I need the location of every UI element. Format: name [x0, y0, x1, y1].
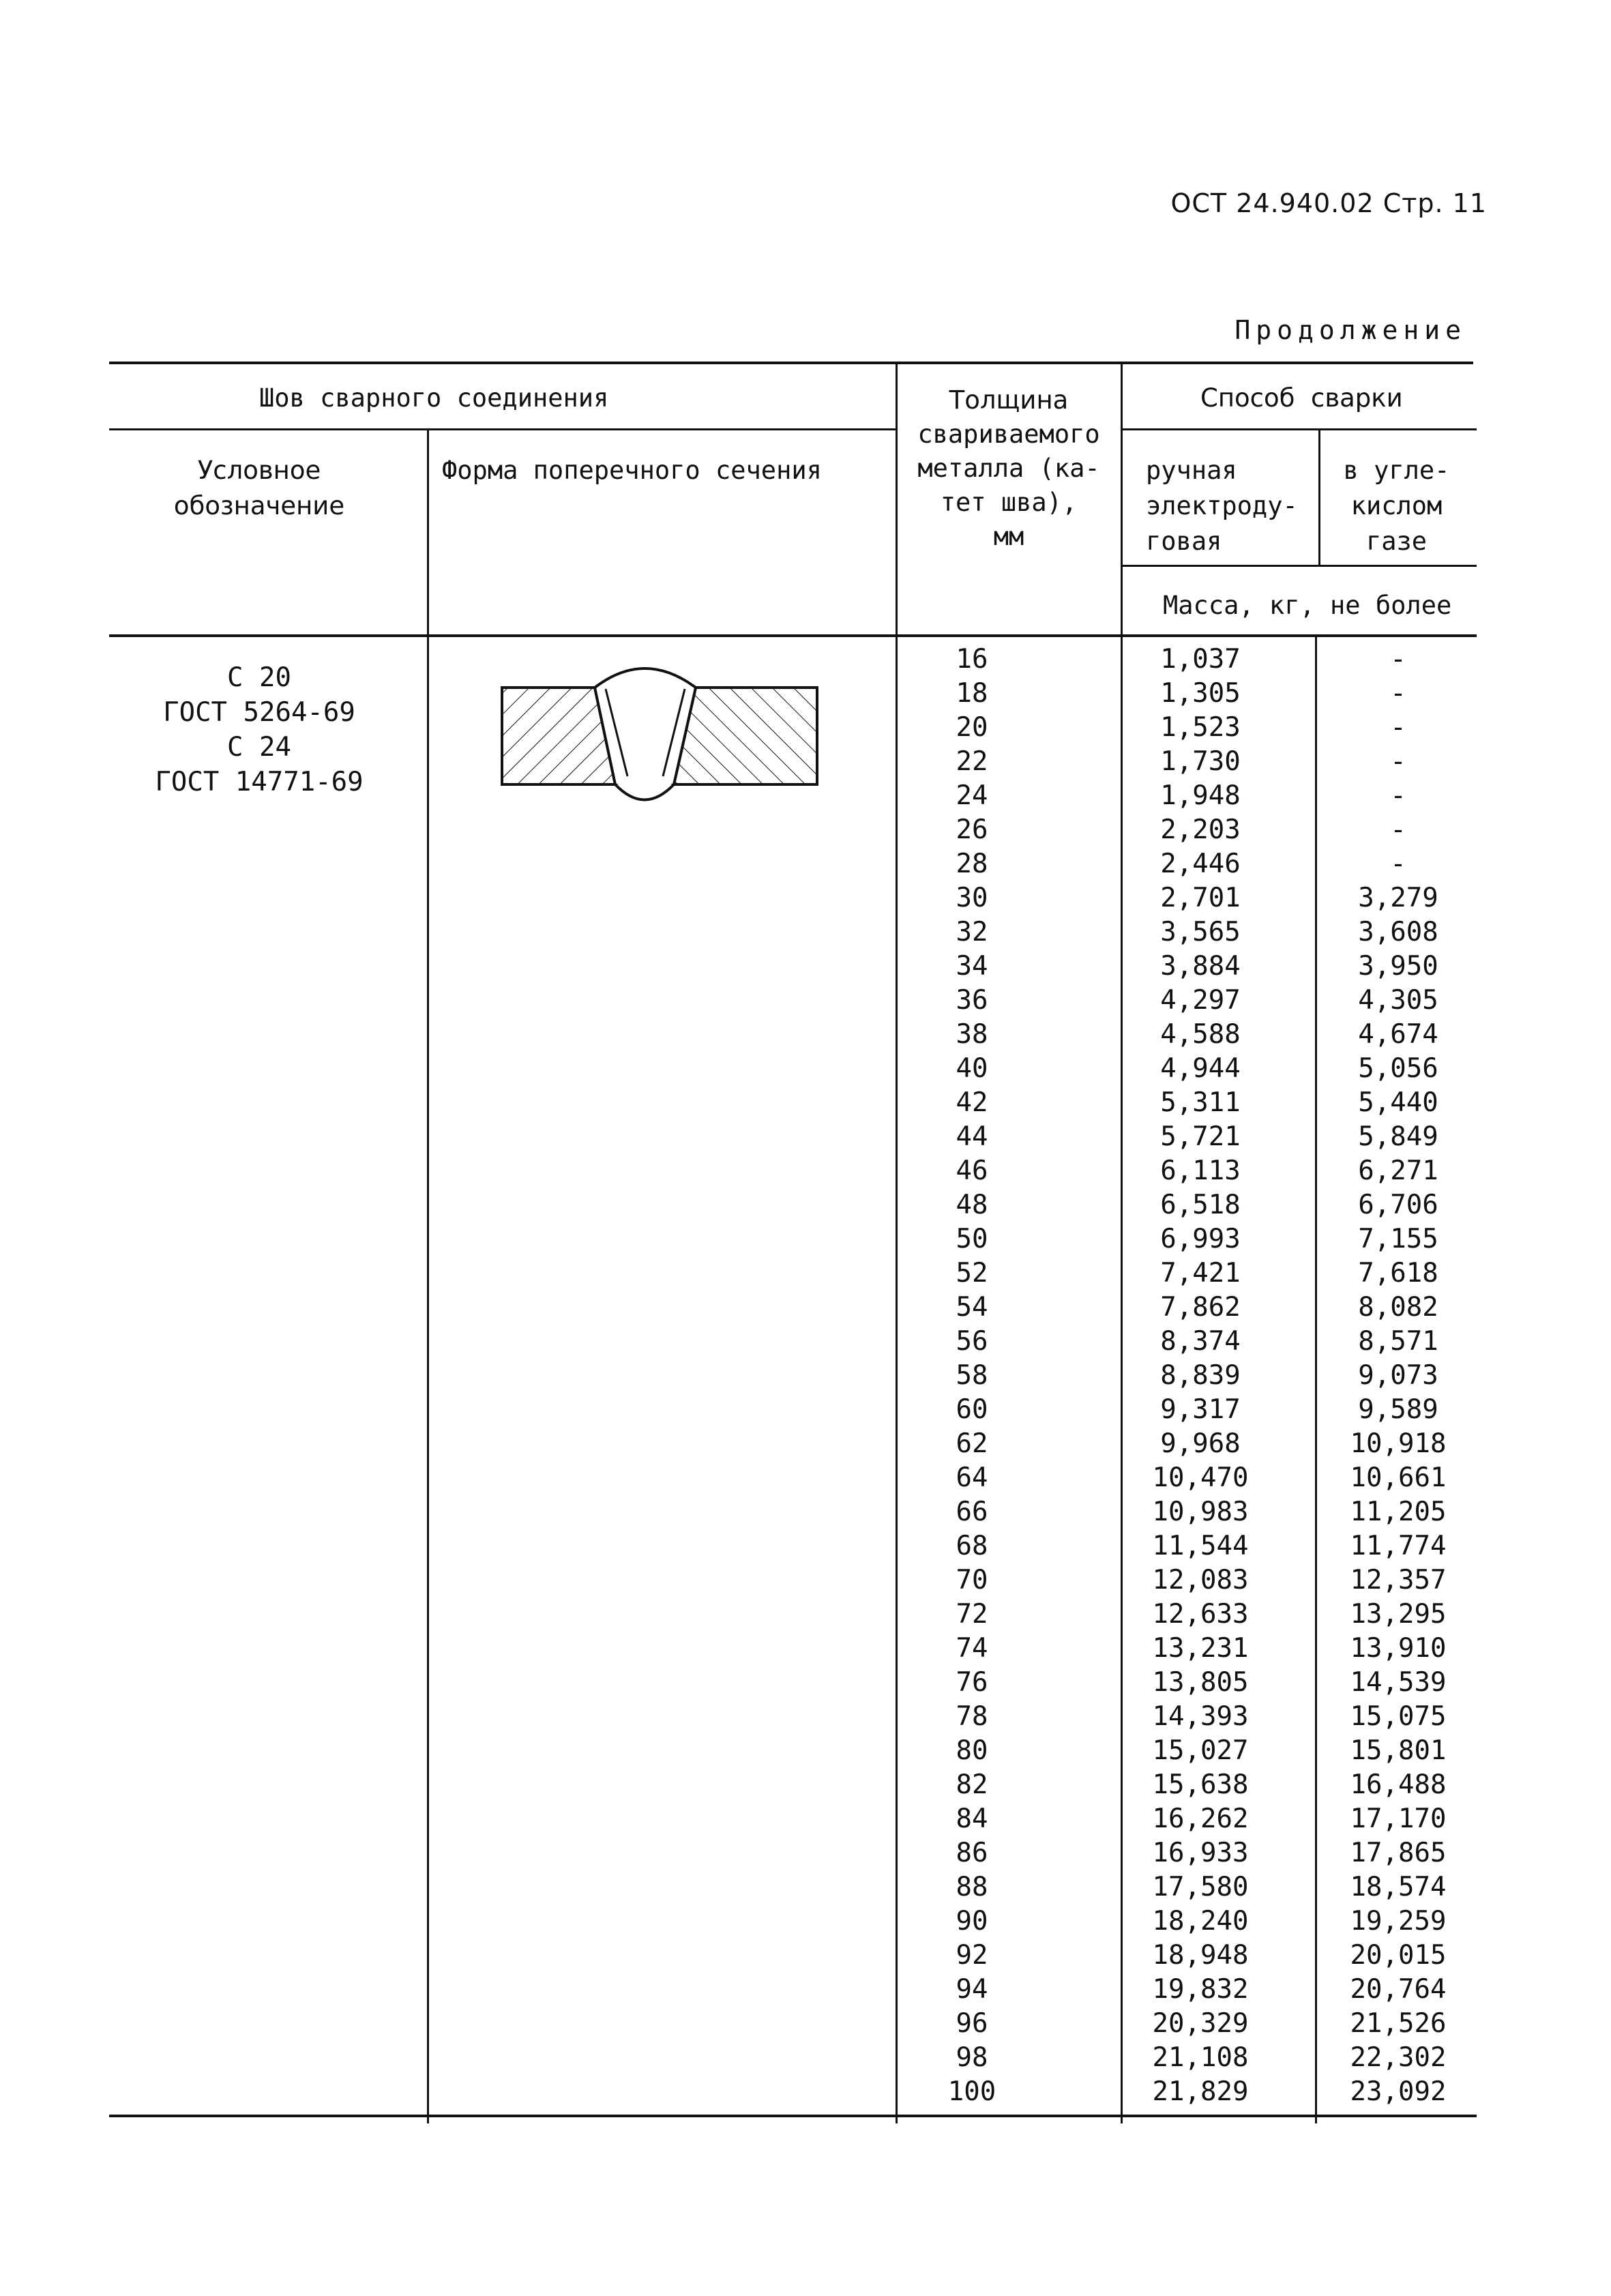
- header-manual: [1146, 453, 1298, 559]
- table-row: [0, 1870, 1611, 1904]
- co2-mass-cell: 20,015: [1350, 1940, 1447, 1971]
- col-divider-4: [1318, 428, 1320, 565]
- table-row: [0, 779, 1611, 813]
- co2-mass-cell: 6,706: [1358, 1190, 1438, 1220]
- designation-line: ГОСТ 5264-69: [163, 697, 355, 728]
- manual-mass-cell: 8,374: [1160, 1326, 1241, 1357]
- table-row: [0, 1018, 1611, 1052]
- manual-mass-cell: 20,329: [1152, 2008, 1249, 2039]
- thickness-cell: 40: [956, 1053, 988, 1084]
- continuation-label: Продолжение: [1235, 315, 1466, 345]
- thickness-cell: 76: [956, 1667, 988, 1698]
- table-row: [0, 1802, 1611, 1836]
- table-row: [0, 2041, 1611, 2075]
- manual-mass-cell: 9,968: [1160, 1428, 1241, 1459]
- co2-mass-cell: 9,073: [1358, 1360, 1438, 1391]
- co2-mass-cell: 15,801: [1350, 1735, 1447, 1766]
- thickness-cell: 80: [956, 1735, 988, 1766]
- thickness-cell: 84: [956, 1804, 988, 1834]
- header-method: Способ сварки: [1200, 383, 1403, 413]
- table-row: [0, 1904, 1611, 1939]
- thickness-cell: 24: [956, 780, 988, 811]
- thickness-cell: 16: [956, 644, 988, 675]
- manual-mass-cell: 13,231: [1152, 1633, 1249, 1664]
- table-row: [0, 1222, 1611, 1256]
- co2-mass-cell: -: [1390, 814, 1406, 845]
- co2-mass-cell: 7,155: [1358, 1224, 1438, 1254]
- thickness-cell: 56: [956, 1326, 988, 1357]
- thickness-cell: 74: [956, 1633, 988, 1664]
- table-row: [0, 1393, 1611, 1427]
- header-manual-line: ручная: [1146, 456, 1237, 485]
- co2-mass-cell: 10,918: [1350, 1428, 1447, 1459]
- header-thickness-line: Толщина: [949, 385, 1069, 415]
- thickness-cell: 64: [956, 1462, 988, 1493]
- manual-mass-cell: 18,240: [1152, 1906, 1249, 1937]
- header-co2-line: газе: [1365, 527, 1428, 556]
- manual-mass-cell: 2,446: [1160, 849, 1241, 879]
- thickness-cell: 38: [956, 1019, 988, 1050]
- co2-mass-cell: -: [1390, 849, 1406, 879]
- table-row: [0, 984, 1611, 1018]
- designation-line: С 24: [227, 732, 291, 763]
- manual-mass-cell: 6,113: [1160, 1156, 1241, 1186]
- co2-mass-cell: 4,674: [1358, 1019, 1438, 1050]
- header-bottom-rule: [109, 634, 1477, 637]
- co2-mass-cell: -: [1390, 780, 1406, 811]
- manual-mass-cell: 21,829: [1152, 2076, 1249, 2107]
- table-row: [0, 1529, 1611, 1563]
- table-row: [0, 1461, 1611, 1495]
- header-co2-line: в угле-: [1343, 456, 1450, 485]
- manual-mass-cell: 10,983: [1152, 1497, 1249, 1527]
- thickness-cell: 62: [956, 1428, 988, 1459]
- co2-mass-cell: 3,279: [1358, 883, 1438, 913]
- thickness-cell: 90: [956, 1906, 988, 1937]
- table-row: [0, 1325, 1611, 1359]
- co2-mass-cell: 19,259: [1350, 1906, 1447, 1937]
- co2-mass-cell: 9,589: [1358, 1394, 1438, 1425]
- manual-mass-cell: 21,108: [1152, 2042, 1249, 2073]
- table-row: [0, 813, 1611, 847]
- thickness-cell: 20: [956, 712, 988, 743]
- manual-mass-cell: 8,839: [1160, 1360, 1241, 1391]
- header-designation-line: обозначение: [173, 491, 345, 520]
- table-row: [0, 1291, 1611, 1325]
- manual-mass-cell: 4,297: [1160, 985, 1241, 1016]
- co2-mass-cell: -: [1390, 678, 1406, 709]
- co2-mass-cell: 13,910: [1350, 1633, 1447, 1664]
- thickness-cell: 70: [956, 1565, 988, 1595]
- manual-mass-cell: 18,948: [1152, 1940, 1249, 1971]
- thickness-cell: 32: [956, 917, 988, 947]
- co2-mass-cell: 17,170: [1350, 1804, 1447, 1834]
- thickness-cell: 22: [956, 746, 988, 777]
- manual-mass-cell: 15,027: [1152, 1735, 1249, 1766]
- table-top-rule: [109, 362, 1473, 364]
- table-row: [0, 1563, 1611, 1598]
- header-manual-line: электроду-: [1146, 491, 1298, 520]
- header-designation-line: Условное: [197, 456, 321, 485]
- thickness-cell: 30: [956, 883, 988, 913]
- manual-mass-cell: 5,311: [1160, 1087, 1241, 1118]
- co2-mass-cell: 20,764: [1350, 1974, 1447, 2005]
- header-thickness-line: тет шва),: [940, 488, 1078, 517]
- table-row: [0, 1120, 1611, 1154]
- table-row: [0, 1939, 1611, 1973]
- manual-mass-cell: 10,470: [1152, 1462, 1249, 1493]
- header-thickness-line: металла (ка-: [917, 454, 1100, 483]
- table-row: [0, 1598, 1611, 1632]
- header-thickness-line: мм: [993, 522, 1024, 551]
- table-row: [0, 1734, 1611, 1768]
- thickness-cell: 52: [956, 1258, 988, 1289]
- co2-mass-cell: 11,205: [1350, 1497, 1447, 1527]
- manual-mass-cell: 7,421: [1160, 1258, 1241, 1289]
- manual-mass-cell: 16,262: [1152, 1804, 1249, 1834]
- co2-mass-cell: 14,539: [1350, 1667, 1447, 1698]
- thickness-cell: 68: [956, 1531, 988, 1561]
- manual-mass-cell: 1,948: [1160, 780, 1241, 811]
- table-row: [0, 711, 1611, 745]
- table-row: [0, 643, 1611, 677]
- table-row: [0, 2007, 1611, 2041]
- manual-mass-cell: 6,518: [1160, 1190, 1241, 1220]
- co2-mass-cell: 11,774: [1350, 1531, 1447, 1561]
- manual-mass-cell: 4,588: [1160, 1019, 1241, 1050]
- table-row: [0, 1188, 1611, 1222]
- thickness-cell: 58: [956, 1360, 988, 1391]
- manual-mass-cell: 4,944: [1160, 1053, 1241, 1084]
- co2-mass-cell: 8,571: [1358, 1326, 1438, 1357]
- designation-line: ГОСТ 14771-69: [155, 767, 364, 797]
- table-row: [0, 881, 1611, 915]
- table-row: [0, 1768, 1611, 1802]
- manual-mass-cell: 13,805: [1152, 1667, 1249, 1698]
- table-row: [0, 1359, 1611, 1393]
- manual-mass-cell: 15,638: [1152, 1769, 1249, 1800]
- thickness-cell: 46: [956, 1156, 988, 1186]
- manual-mass-cell: 2,701: [1160, 883, 1241, 913]
- co2-mass-cell: 17,865: [1350, 1838, 1447, 1868]
- co2-mass-cell: 12,357: [1350, 1565, 1447, 1595]
- thickness-cell: 18: [956, 678, 988, 709]
- co2-mass-cell: 23,092: [1350, 2076, 1447, 2107]
- header-thickness: [899, 383, 1119, 554]
- manual-mass-cell: 16,933: [1152, 1838, 1249, 1868]
- table-row: [0, 677, 1611, 711]
- co2-mass-cell: 15,075: [1350, 1701, 1447, 1732]
- table-row: [0, 1666, 1611, 1700]
- table-row: [0, 1427, 1611, 1461]
- co2-mass-cell: -: [1390, 746, 1406, 777]
- thickness-cell: 92: [956, 1940, 988, 1971]
- thickness-cell: 88: [956, 1872, 988, 1902]
- manual-mass-cell: 12,633: [1152, 1599, 1249, 1630]
- header-thickness-line: свариваемого: [917, 420, 1100, 449]
- header-co2: [1323, 453, 1470, 559]
- co2-mass-cell: 10,661: [1350, 1462, 1447, 1493]
- manual-mass-cell: 2,203: [1160, 814, 1241, 845]
- thickness-cell: 48: [956, 1190, 988, 1220]
- co2-mass-cell: 21,526: [1350, 2008, 1447, 2039]
- co2-mass-cell: 22,302: [1350, 2042, 1447, 2073]
- co2-mass-cell: 7,618: [1358, 1258, 1438, 1289]
- table-row: [0, 1700, 1611, 1734]
- manual-mass-cell: 9,317: [1160, 1394, 1241, 1425]
- manual-mass-cell: 11,544: [1152, 1531, 1249, 1561]
- table-row: [0, 1836, 1611, 1870]
- co2-mass-cell: 5,849: [1358, 1121, 1438, 1152]
- table-row: [0, 2075, 1611, 2109]
- co2-mass-cell: 6,271: [1358, 1156, 1438, 1186]
- manual-mass-cell: 6,993: [1160, 1224, 1241, 1254]
- thickness-cell: 66: [956, 1497, 988, 1527]
- table-row: [0, 1632, 1611, 1666]
- table-row: [0, 745, 1611, 779]
- thickness-cell: 50: [956, 1224, 988, 1254]
- manual-mass-cell: 1,305: [1160, 678, 1241, 709]
- thickness-cell: 42: [956, 1087, 988, 1118]
- thickness-cell: 96: [956, 2008, 988, 2039]
- thickness-cell: 36: [956, 985, 988, 1016]
- thickness-cell: 26: [956, 814, 988, 845]
- table-row: [0, 1154, 1611, 1188]
- method-subheader-rule: [1122, 428, 1477, 430]
- thickness-cell: 28: [956, 849, 988, 879]
- co2-mass-cell: 3,950: [1358, 951, 1438, 982]
- co2-mass-cell: 8,082: [1358, 1292, 1438, 1323]
- thickness-cell: 94: [956, 1974, 988, 2005]
- header-manual-line: говая: [1146, 527, 1222, 556]
- manual-mass-cell: 17,580: [1152, 1872, 1249, 1902]
- table-row: [0, 915, 1611, 950]
- table-row: [0, 950, 1611, 984]
- table-bottom-rule: [109, 2115, 1477, 2117]
- header-seam: Шов сварного соединения: [259, 383, 609, 413]
- manual-mass-cell: 12,083: [1152, 1565, 1249, 1595]
- co2-mass-cell: -: [1390, 712, 1406, 743]
- thickness-cell: 54: [956, 1292, 988, 1323]
- thickness-cell: 44: [956, 1121, 988, 1152]
- co2-mass-cell: 5,440: [1358, 1087, 1438, 1118]
- mass-rule: [1122, 565, 1477, 567]
- table-row: [0, 1086, 1611, 1120]
- designation-line: С 20: [227, 662, 291, 693]
- manual-mass-cell: 14,393: [1152, 1701, 1249, 1732]
- manual-mass-cell: 19,832: [1152, 1974, 1249, 2005]
- table-row: [0, 1973, 1611, 2007]
- table-row: [0, 1052, 1611, 1086]
- header-mass: Масса, кг, не более: [1163, 591, 1452, 620]
- table-row: [0, 847, 1611, 881]
- manual-mass-cell: 1,730: [1160, 746, 1241, 777]
- thickness-cell: 82: [956, 1769, 988, 1800]
- co2-mass-cell: 18,574: [1350, 1872, 1447, 1902]
- header-designation: [123, 453, 396, 524]
- co2-mass-cell: 5,056: [1358, 1053, 1438, 1084]
- thickness-cell: 78: [956, 1701, 988, 1732]
- thickness-cell: 86: [956, 1838, 988, 1868]
- table-row: [0, 1256, 1611, 1291]
- manual-mass-cell: 1,523: [1160, 712, 1241, 743]
- co2-mass-cell: 16,488: [1350, 1769, 1447, 1800]
- manual-mass-cell: 1,037: [1160, 644, 1241, 675]
- co2-mass-cell: -: [1390, 644, 1406, 675]
- thickness-cell: 60: [956, 1394, 988, 1425]
- header-cross-section: Форма поперечного сечения: [442, 456, 822, 485]
- manual-mass-cell: 3,565: [1160, 917, 1241, 947]
- manual-mass-cell: 7,862: [1160, 1292, 1241, 1323]
- thickness-cell: 100: [947, 2076, 996, 2107]
- header-co2-line: кислом: [1350, 491, 1443, 520]
- document-header: ОСТ 24.940.02 Стр. 11: [1170, 188, 1487, 218]
- co2-mass-cell: 13,295: [1350, 1599, 1447, 1630]
- seam-subheader-rule: [109, 428, 897, 430]
- thickness-cell: 72: [956, 1599, 988, 1630]
- co2-mass-cell: 3,608: [1358, 917, 1438, 947]
- manual-mass-cell: 3,884: [1160, 951, 1241, 982]
- co2-mass-cell: 4,305: [1358, 985, 1438, 1016]
- table-row: [0, 1495, 1611, 1529]
- thickness-cell: 98: [956, 2042, 988, 2073]
- manual-mass-cell: 5,721: [1160, 1121, 1241, 1152]
- thickness-cell: 34: [956, 951, 988, 982]
